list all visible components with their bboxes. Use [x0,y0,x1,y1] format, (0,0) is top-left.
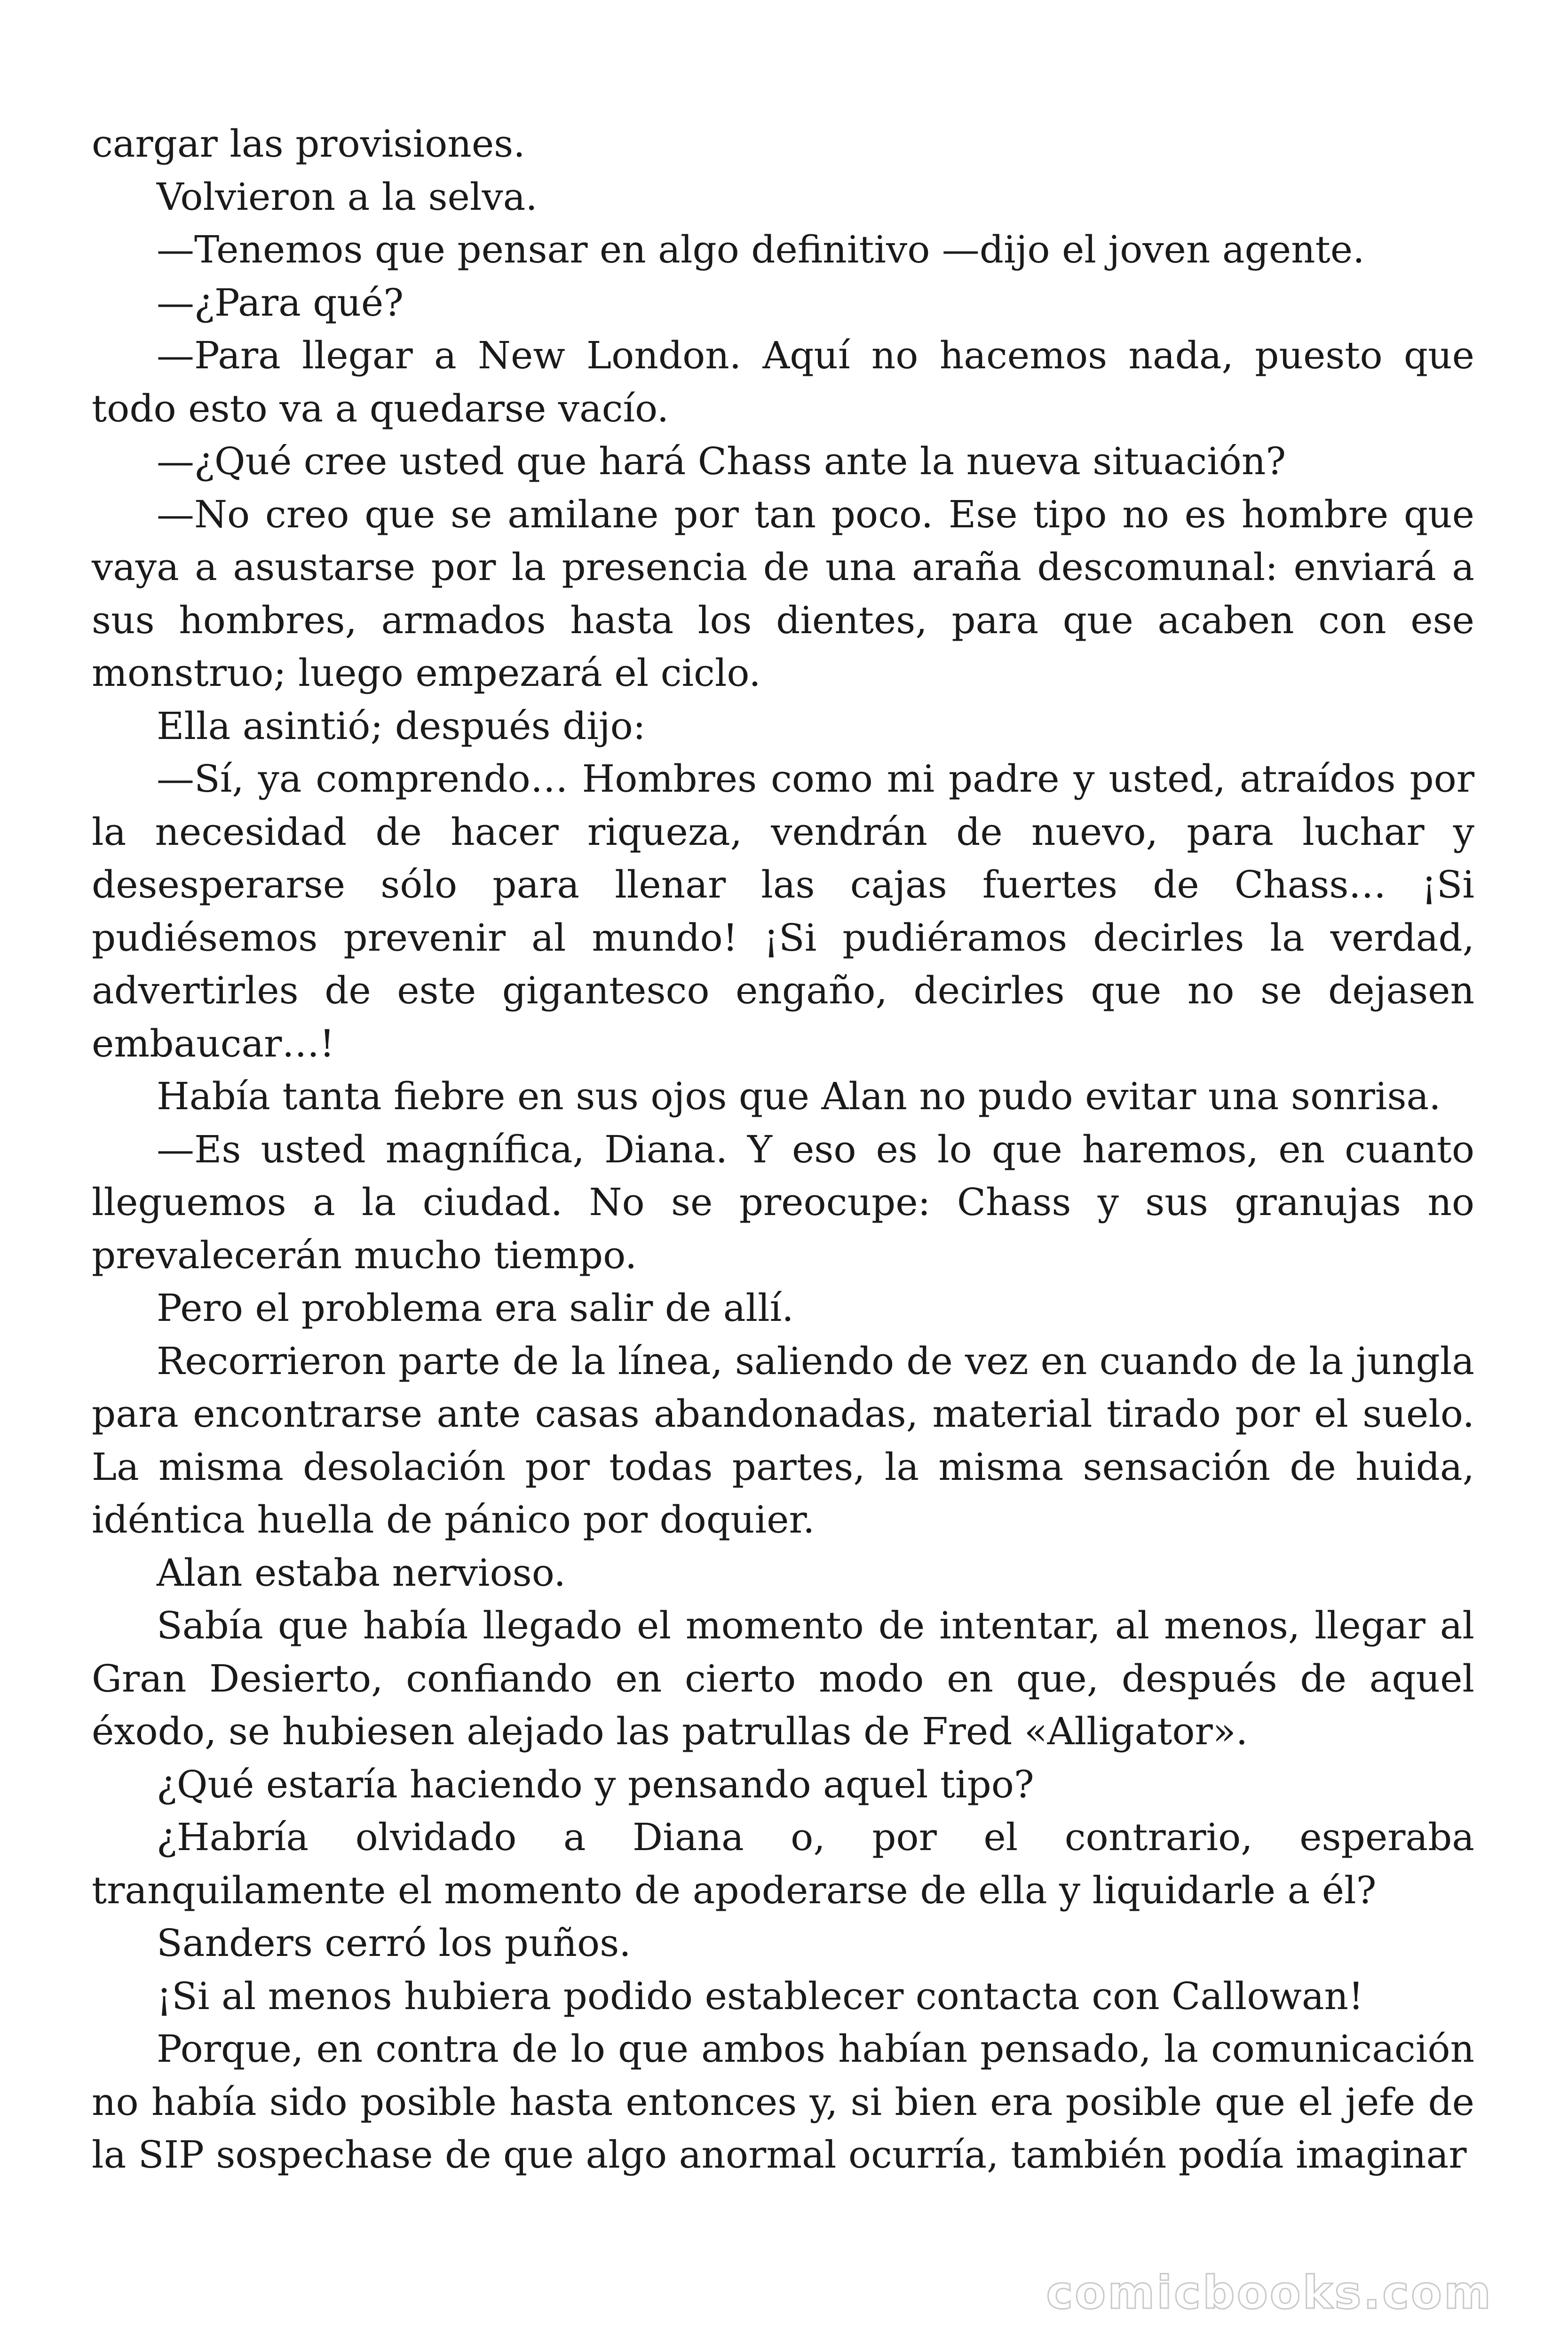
paragraph: cargar las provisiones. [92,122,525,166]
paragraph: Alan estaba nervioso. [157,1550,566,1595]
paragraph: Volvieron a la selva. [157,175,538,219]
paragraph: —Sí, ya comprendo… Hombres como mi padre y usted, atraídos por la necesidad de hacer riqueza, vendrán de nuevo, para luchar y desesperarse sólo para llenar las cajas fuertes de Chass… ¡Si pudiésemos prevenir al mundo! ¡Si pudiéramos decirles la verdad, advertirles de este gigantesco engaño, decirles que no se dejasen embaucar…! [92,757,1474,1065]
paragraph: —No creo que se amilane por tan poco. Ese tipo no es hombre que vaya a asustarse por la presencia de una araña descomunal: enviará a sus hombres, armados hasta los dientes, para que acaben con ese monstruo; luego empezará el ciclo. [92,492,1474,695]
watermark: comicbooks.com [1046,2266,1493,2319]
paragraph: Recorrieron parte de la línea, saliendo de vez en cuando de la jungla para encontrarse ante casas abandonadas, material tirado por el suelo. La misma desolación por todas partes, la misma sensación de huida, idéntica huella de pánico por doquier. [92,1339,1474,1542]
paragraph: —¿Para qué? [157,280,404,325]
paragraph: ¡Si al menos hubiera podido establecer contacta con Callowan! [157,1974,1364,2018]
body-text [92,118,1474,2182]
paragraph: Pero el problema era salir de allí. [157,1286,794,1330]
paragraph: —Tenemos que pensar en algo definitivo —dijo el joven agente. [157,228,1365,271]
paragraph: ¿Qué estaría haciendo y pensando aquel tipo? [157,1762,1034,1806]
paragraph: Había tanta fiebre en sus ojos que Alan no pudo evitar una sonrisa. [157,1074,1441,1118]
paragraph: Porque, en contra de lo que ambos habían pensado, la comunicación no había sido posible hasta entonces y, si bien era posible que el jefe de la SIP sospechase de que algo anormal ocurría, también podía imaginar [92,2027,1474,2177]
paragraph: ¿Habría olvidado a Diana o, por el contrario, esperaba tranquilamente el momento de apoderarse de ella y liquidarle a él? [92,1815,1474,1912]
paragraph: Sanders cerró los puños. [157,1921,631,1965]
paragraph: —Para llegar a New London. Aquí no hacemos nada, puesto que todo esto va a quedarse vacío. [92,334,1474,430]
paragraph: —¿Qué cree usted que hará Chass ante la nueva situación? [157,439,1286,483]
paragraph: Ella asintió; después dijo: [157,704,646,748]
paragraph: —Es usted magnífica, Diana. Y eso es lo que haremos, en cuanto lleguemos a la ciudad. No se preocupe: Chass y sus granujas no prevalecerán mucho tiempo. [92,1127,1474,1277]
paragraph: Sabía que había llegado el momento de intentar, al menos, llegar al Gran Desierto, confiando en cierto modo en que, después de aquel éxodo, se hubiesen alejado las patrullas de Fred «Alligator». [92,1604,1474,1753]
